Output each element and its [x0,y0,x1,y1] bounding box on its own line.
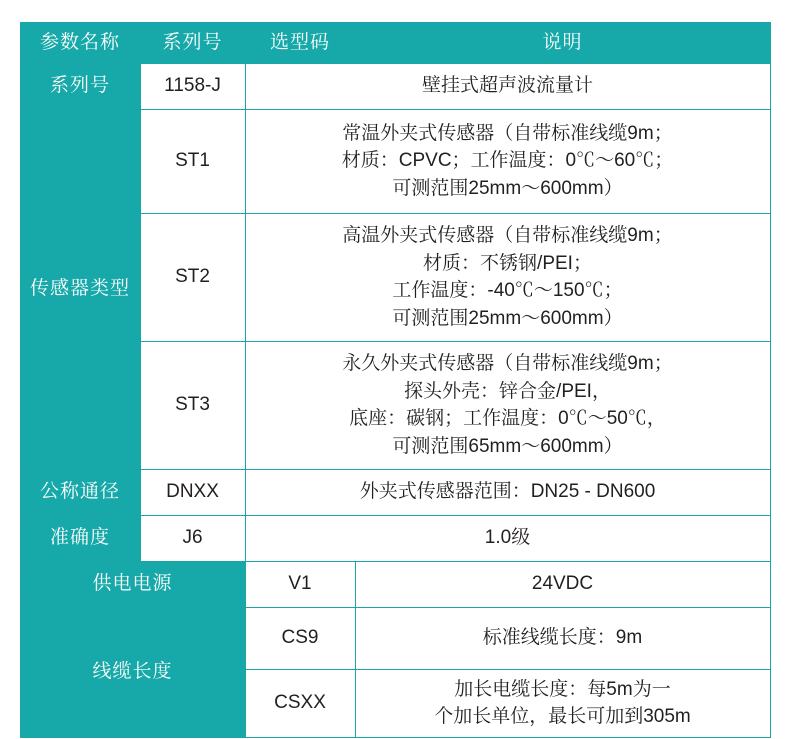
cell-nominal-diameter-desc: 外夹式传感器范围：DN25 - DN600 [245,469,770,515]
cell-sensor-code-st3: ST3 [140,341,245,469]
table-header-row [20,23,770,64]
table-row [20,515,770,561]
column-header-parameter-name: 参数名称 [20,23,140,64]
table-row [20,607,770,669]
cell-series-description: 壁挂式超声波流量计 [245,63,770,109]
desc-line: 永久外夹式传感器（自带标准线缆9m； [342,352,673,374]
desc-line: 材质：CPVC；工作温度：0℃～60℃； [341,150,674,172]
table-row [20,109,770,213]
cell-sensor-code-st2: ST2 [140,213,245,341]
desc-line: 工作温度：-40℃～150℃； [392,280,623,302]
cell-cable-desc-cs9: 标准线缆长度：9m [355,607,770,669]
cell-sensor-desc-st2 [245,213,770,341]
cell-accuracy-code: J6 [140,515,245,561]
cell-cable-code-cs9: CS9 [245,607,355,669]
row-label-nominal-diameter: 公称通径 [20,469,140,515]
specification-table [20,22,771,738]
cell-sensor-code-st1: ST1 [140,109,245,213]
desc-line: 可测范围25mm～600mm） [392,307,623,329]
column-header-selection-code: 选型码 [245,23,355,64]
cell-accuracy-desc: 1.0级 [245,515,770,561]
row-label-sensor-type: 传感器类型 [20,109,140,469]
desc-line: 高温外夹式传感器（自带标准线缆9m； [342,224,673,246]
cell-series-value: 1158-J [140,63,245,109]
table-row [20,469,770,515]
cell-cable-desc-csxx [355,669,770,737]
column-header-series-number: 系列号 [140,23,245,64]
table-row [20,63,770,109]
desc-line: 底座：碳钢；工作温度：0℃～50℃， [349,408,666,430]
cell-sensor-desc-st3 [245,341,770,469]
cell-power-supply-code: V1 [245,561,355,607]
desc-line: 可测范围25mm～600mm） [392,177,623,199]
cell-cable-code-csxx: CSXX [245,669,355,737]
column-header-description: 说明 [355,23,770,64]
desc-line: 材质：不锈钢/PEI； [423,252,592,274]
row-label-series-number: 系列号 [20,63,140,109]
row-label-cable-length: 线缆长度 [20,607,245,737]
cell-nominal-diameter-code: DNXX [140,469,245,515]
table-row [20,561,770,607]
desc-line: 探头外壳：锌合金/PEI， [404,380,611,402]
row-label-power-supply: 供电电源 [20,561,245,607]
cell-sensor-desc-st1 [245,109,770,213]
desc-line: 常温外夹式传感器（自带标准线缆9m； [342,122,673,144]
desc-line: 可测范围65mm～600mm） [392,435,623,457]
row-label-accuracy: 准确度 [20,515,140,561]
desc-line: 个加长单位，最长可加到305m [434,706,691,728]
cell-power-supply-desc: 24VDC [355,561,770,607]
desc-line: 加长电缆长度：每5m为一 [454,678,671,700]
